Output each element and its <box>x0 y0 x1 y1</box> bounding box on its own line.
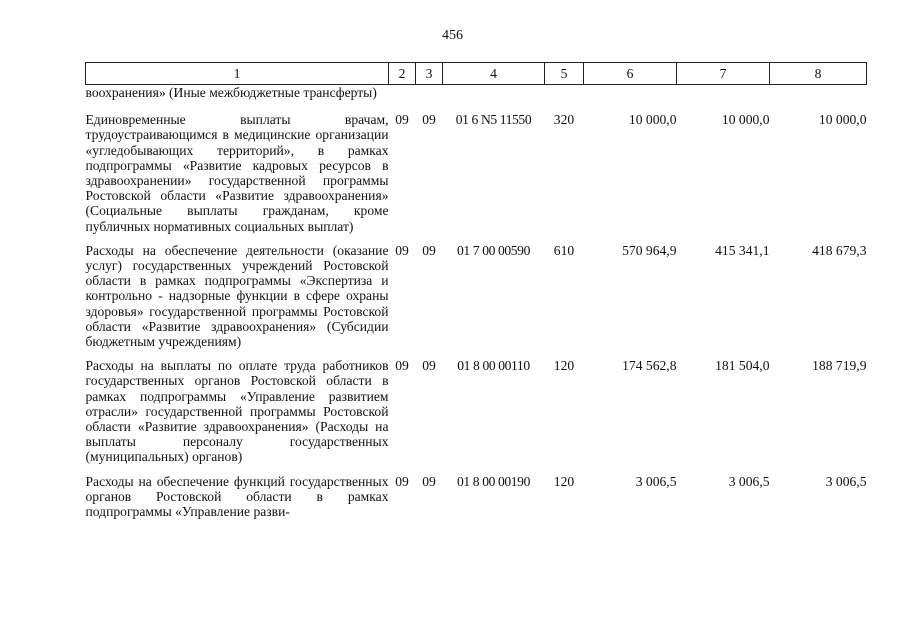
row-col3 <box>416 85 443 113</box>
budget-table <box>85 62 867 528</box>
header-cell: 8 <box>770 63 867 85</box>
header-cell: 3 <box>416 63 443 85</box>
row-col7: 415 341,1 <box>715 242 770 258</box>
row-col4: 01 8 00 00110 <box>457 358 530 374</box>
row-col3: 09 <box>422 112 436 128</box>
row-description: Расходы на обеспечение функций государственных органов Ростовской области в рамках подпрограммы «Управление разви- <box>85 473 389 520</box>
row-col5: 120 <box>553 473 575 489</box>
row-col5: 120 <box>553 358 575 374</box>
table-row <box>86 85 867 113</box>
row-col6: 174 562,8 <box>622 358 677 374</box>
table-row <box>86 474 867 529</box>
header-cell: 4 <box>443 63 545 85</box>
row-col7: 3 006,5 <box>728 473 770 489</box>
row-col6 <box>584 85 677 113</box>
row-col6: 570 964,9 <box>622 242 677 258</box>
row-col4: 01 6 N5 11550 <box>455 112 532 128</box>
row-col8 <box>770 85 867 113</box>
row-col6: 3 006,5 <box>635 473 677 489</box>
row-col2: 09 <box>395 112 409 128</box>
row-col4: 01 8 00 00190 <box>457 473 530 489</box>
row-col3: 09 <box>422 358 436 374</box>
row-col2: 09 <box>395 358 409 374</box>
row-col8: 3 006,5 <box>825 473 867 489</box>
row-description: Расходы на обеспечение деятельности (оказание услуг) государственных учреждений Ростовской области в рамках подпрограммы «Экспертиза и контрольно - надзорные функции в сфере охраны здоровья» государственной программы Ростовской области «Развитие здравоохранения» (Субсидии бюджетным учреждениям) <box>85 242 389 350</box>
row-col5: 610 <box>553 242 575 258</box>
row-col3: 09 <box>422 242 436 258</box>
row-col5 <box>545 85 584 113</box>
row-col2: 09 <box>395 473 409 489</box>
row-col7 <box>677 85 770 113</box>
header-cell: 5 <box>545 63 584 85</box>
row-col2 <box>389 85 416 113</box>
row-col5: 320 <box>553 112 575 128</box>
row-col8: 10 000,0 <box>818 112 867 128</box>
table-row <box>86 358 867 473</box>
header-cell: 6 <box>584 63 677 85</box>
row-description: Единовременные выплаты врачам, трудоустраивающимся в медицинские организации «угледобывающих территорий», в рамках подпрограммы «Развитие кадровых ресурсов в здравоохранении» государственной программы Ростовской области «Развитие здравоохранения» (Социальные выплаты гражданам, кроме публичных нормативных социальных выплат) <box>85 112 389 234</box>
row-description: Расходы на выплаты по оплате труда работников государственных органов Ростовской области в рамках подпрограммы «Управление развитием отрасли» государственной программы Ростовской области «Развитие здравоохранения» (Расходы на выплаты персоналу государственных (муниципальных) органов) <box>85 358 389 465</box>
header-row <box>86 63 867 85</box>
row-description: воохранения» (Иные межбюджетные трансферты) <box>85 85 377 100</box>
row-col3: 09 <box>422 473 436 489</box>
page-number: 456 <box>442 28 463 43</box>
row-col7: 10 000,0 <box>721 112 770 128</box>
table-row <box>86 243 867 358</box>
row-col2: 09 <box>395 242 409 258</box>
row-col7: 181 504,0 <box>715 358 770 374</box>
row-col8: 188 719,9 <box>812 358 867 374</box>
table-row <box>86 112 867 243</box>
row-col6: 10 000,0 <box>628 112 677 128</box>
row-col8: 418 679,3 <box>812 242 867 258</box>
header-cell: 2 <box>389 63 416 85</box>
row-col4: 01 7 00 00590 <box>457 242 530 258</box>
row-col4 <box>443 85 545 113</box>
header-cell: 7 <box>677 63 770 85</box>
header-cell: 1 <box>86 63 389 85</box>
